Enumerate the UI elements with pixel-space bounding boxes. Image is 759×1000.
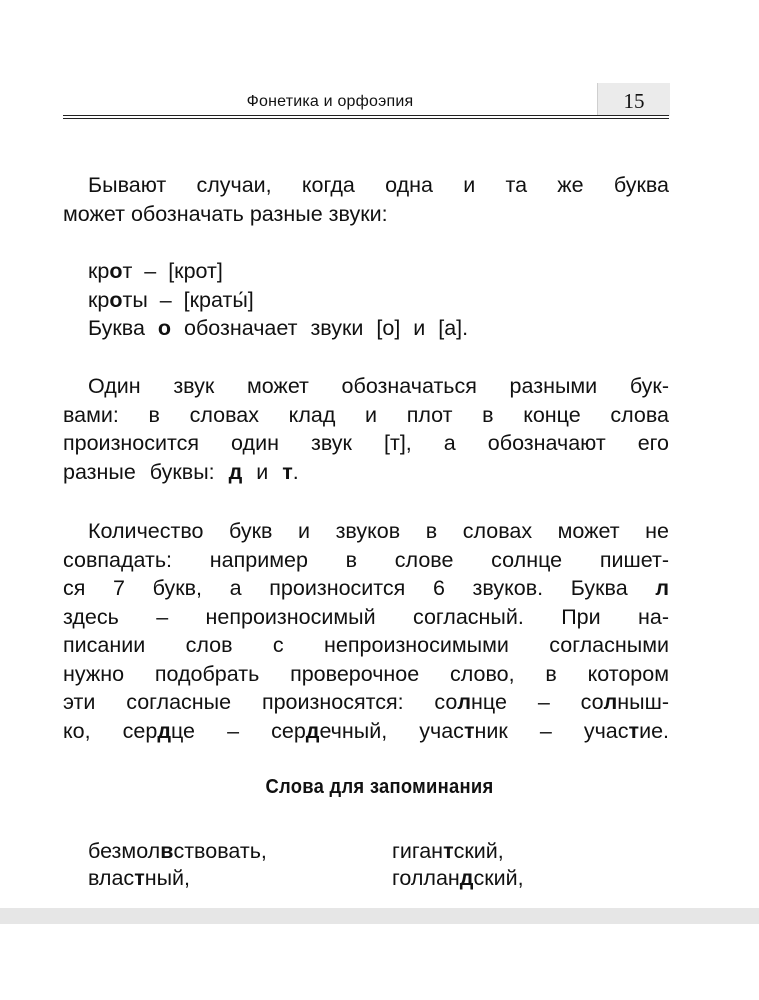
example-line: Буква о обозначает звуки [о] и [а]. xyxy=(88,316,469,340)
page-number-box xyxy=(597,83,670,116)
text-line: ся 7 букв, а произносится 6 звуков. Буква л xyxy=(63,576,669,600)
highlight-letter: о xyxy=(157,316,172,340)
text-line: произносится один звук [т], а обозначают его xyxy=(63,431,669,455)
highlight-letter: о xyxy=(109,259,123,283)
text-line: вами: в словах клад и плот в конце слова xyxy=(63,402,669,427)
word-item: голландский, xyxy=(392,866,524,890)
paragraph-2 xyxy=(63,372,669,486)
text-line: ко, сердце – сердечный, участник – участие. xyxy=(63,718,670,743)
highlight-letter: л xyxy=(457,690,472,714)
words-column-right xyxy=(392,838,524,892)
text-line: разные буквы: д и т. xyxy=(63,459,299,484)
highlight-letter: о xyxy=(109,287,123,312)
word-item: безмолвствовать, xyxy=(88,839,267,863)
highlight-letter: л xyxy=(603,690,618,714)
highlight-letter: т xyxy=(443,839,454,863)
text-line: эти согласные произносятся: солнце – солныш- xyxy=(63,690,669,714)
paragraph-3 xyxy=(63,517,669,745)
highlight-letter: д xyxy=(459,866,474,890)
text-line: может обозначать разные звуки: xyxy=(63,201,388,226)
highlight-letter: т xyxy=(134,866,145,890)
word-item: властный, xyxy=(88,866,191,890)
text-line: нужно подобрать проверочное слово, в котором xyxy=(63,661,669,686)
example-block xyxy=(63,257,669,343)
highlight-letter: т xyxy=(282,459,293,484)
highlight-letter: т xyxy=(628,718,640,743)
highlight-letter: д xyxy=(305,718,320,743)
highlight-letter: д xyxy=(228,459,243,484)
running-header xyxy=(63,83,669,123)
highlight-letter: в xyxy=(160,839,174,863)
text-line: Один звук может обозначаться разными бук- xyxy=(88,374,669,398)
example-line: кроты – [краты́] xyxy=(88,287,254,312)
highlight-letter: т xyxy=(463,718,475,743)
text-line: здесь – непроизносимый согласный. При на- xyxy=(63,604,669,629)
word-item: гигантский, xyxy=(392,839,504,863)
words-column-left xyxy=(88,838,267,892)
header-rule xyxy=(63,115,669,116)
words-section-title: Слова для запоминания xyxy=(265,776,494,798)
text-line: Количество букв и звуков в словах может не xyxy=(88,519,669,543)
text-line: писании слов с непроизносимыми согласными xyxy=(63,633,669,657)
highlight-letter: л xyxy=(655,576,669,600)
intro-paragraph xyxy=(63,171,669,228)
text-line: Бывают случаи, когда одна и та же буква xyxy=(88,173,669,197)
page-number: 15 xyxy=(623,89,645,113)
example-line: крот – [крот] xyxy=(88,259,223,283)
header-title: Фонетика и орфоэпия xyxy=(246,93,414,110)
header-rule-thin xyxy=(63,118,669,119)
text-line: совпадать: например в слове солнце пишет- xyxy=(63,547,669,572)
page-bottom-band xyxy=(0,908,759,924)
highlight-letter: д xyxy=(157,718,171,743)
